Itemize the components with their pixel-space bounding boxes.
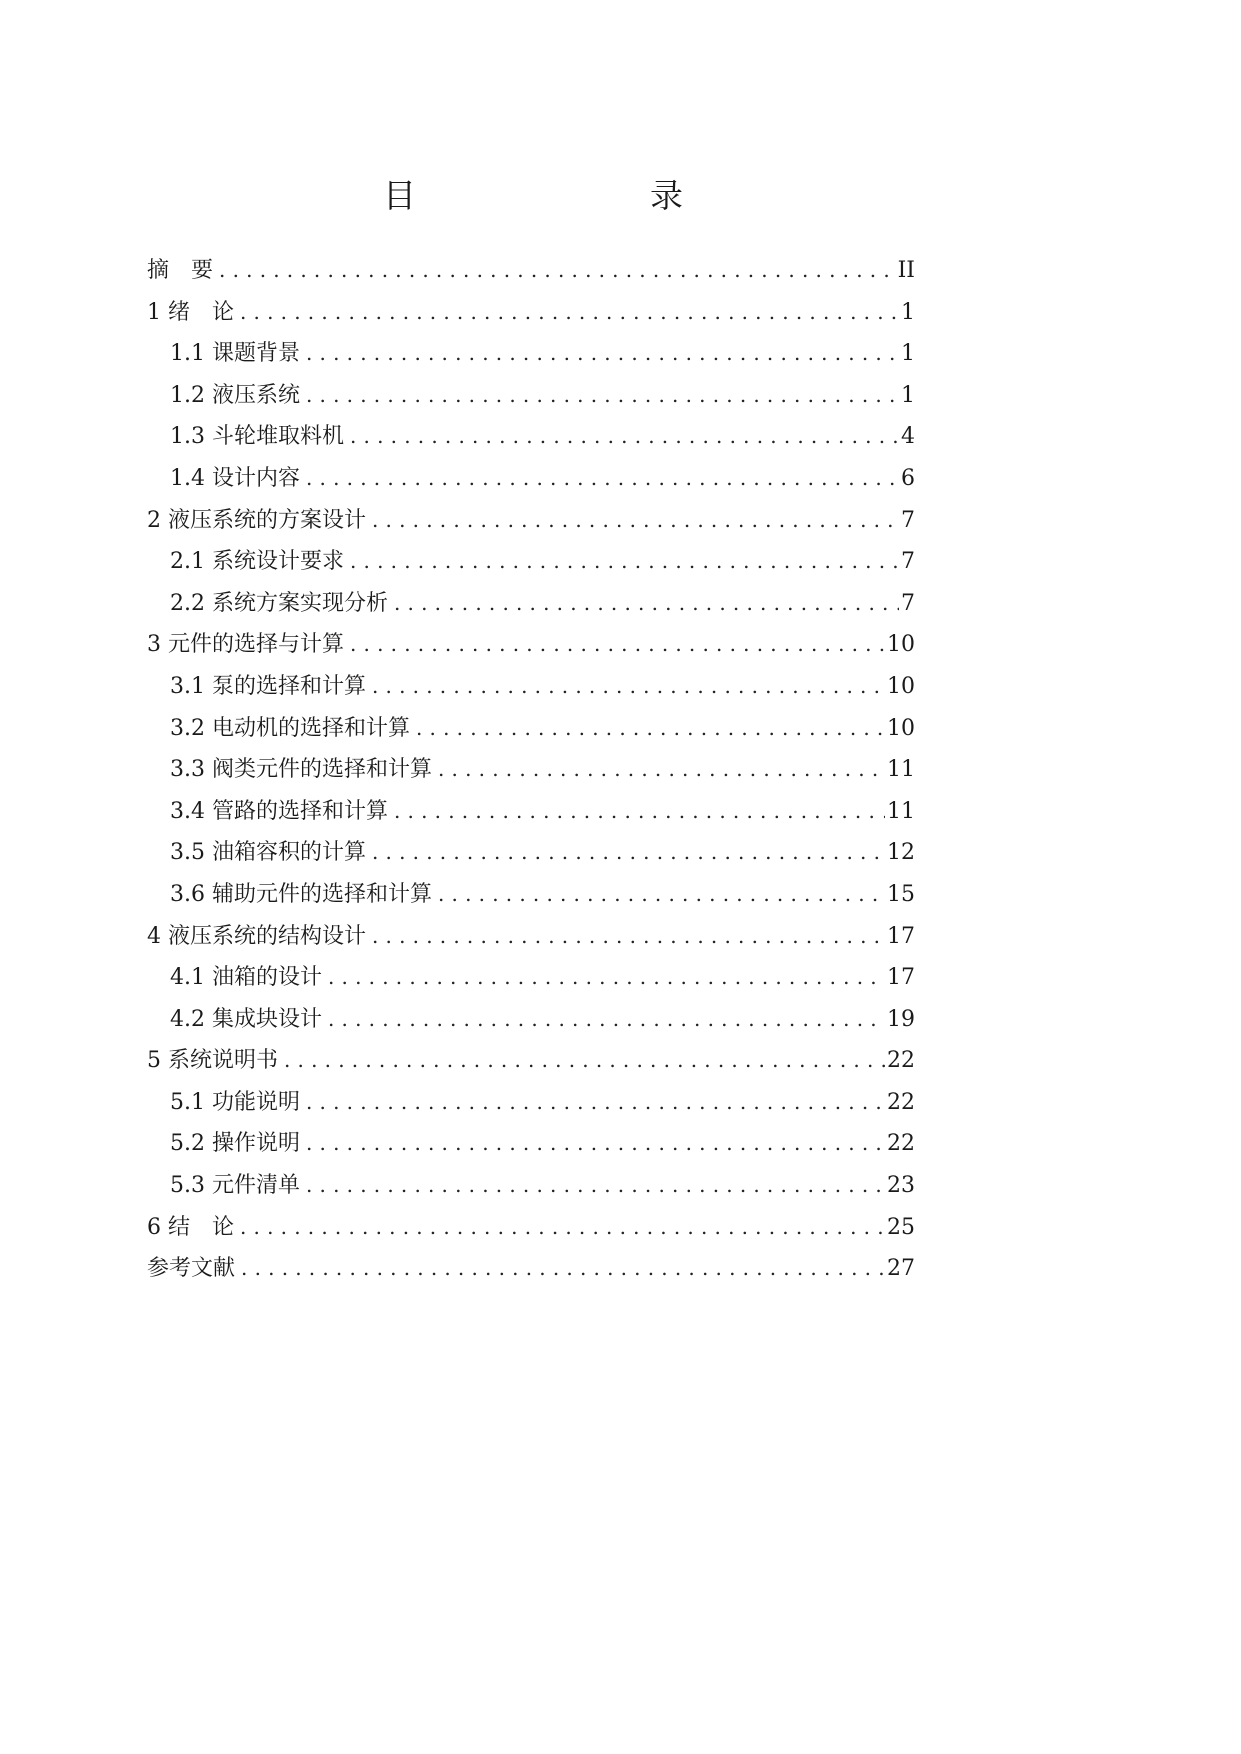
toc-entry-label: 3.6 辅助元件的选择和计算 [170,881,432,907]
dot-leader [240,292,899,334]
toc-entry-label: 1.2 液压系统 [170,382,300,408]
toc-entry[interactable] [147,416,915,458]
toc-entry-label: 3.2 电动机的选择和计算 [170,715,410,741]
toc-entry[interactable] [147,749,915,791]
dot-leader [372,832,885,874]
toc-page-number: 25 [887,1214,915,1240]
toc-page-number: 7 [901,507,915,533]
toc-entry[interactable] [147,832,915,874]
dot-leader [394,791,885,833]
toc-entry[interactable] [147,292,915,334]
toc-entry-label: 2 液压系统的方案设计 [147,507,366,533]
dot-leader [306,1123,885,1165]
dot-leader [372,916,885,958]
toc-page-number: 19 [887,1006,915,1032]
toc-entry[interactable] [147,333,915,375]
dot-leader [306,1165,885,1207]
toc-page-number: 1 [901,382,915,408]
toc-page-number: 12 [887,840,915,866]
toc-entry[interactable] [147,1040,915,1082]
toc-entry-label: 5.1 功能说明 [170,1089,300,1115]
toc-page-number: 1 [901,341,915,367]
toc-page-number: 10 [887,715,915,741]
toc-page-number: II [897,258,915,283]
toc-entry-label: 1.4 设计内容 [170,465,300,491]
toc-entry[interactable] [147,1123,915,1165]
toc-entry[interactable] [147,874,915,916]
dot-leader [241,1248,885,1290]
toc-page-number: 11 [887,757,915,783]
toc-entry[interactable] [147,250,915,292]
toc-entry-label: 6 结 论 [147,1214,234,1240]
toc-page-number: 22 [887,1089,915,1115]
toc-entry[interactable] [147,458,915,500]
toc-page-number: 15 [887,881,915,907]
toc-entry[interactable] [147,583,915,625]
toc-entry[interactable] [147,1207,915,1249]
toc-entry[interactable] [147,1082,915,1124]
table-of-contents [147,250,915,1290]
toc-entry-label: 4.1 油箱的设计 [170,965,322,991]
dot-leader [219,250,896,292]
toc-entry-label: 1 绪 论 [147,299,234,325]
dot-leader [306,375,899,417]
dot-leader [306,1082,885,1124]
toc-entry[interactable] [147,666,915,708]
toc-page-number: 6 [901,465,915,491]
toc-page-number: 4 [901,424,915,450]
toc-page-number: 7 [901,590,915,616]
toc-entry-label: 2.1 系统设计要求 [170,549,344,575]
dot-leader [284,1040,885,1082]
toc-entry-label: 5.3 元件清单 [170,1173,300,1199]
toc-entry[interactable] [147,916,915,958]
toc-entry-label: 摘 要 [147,258,214,283]
dot-leader [328,957,885,999]
page-title: 目 录 [383,176,739,215]
toc-entry-label: 4 液压系统的结构设计 [147,923,366,949]
dot-leader [306,333,899,375]
toc-entry[interactable] [147,708,915,750]
toc-page-number: 17 [887,965,915,991]
dot-leader [240,1207,885,1249]
toc-entry-label: 3.1 泵的选择和计算 [170,673,366,699]
dot-leader [372,666,885,708]
toc-page-number: 10 [887,673,915,699]
toc-entry[interactable] [147,999,915,1041]
toc-entry[interactable] [147,791,915,833]
dot-leader [438,874,885,916]
toc-entry-label: 2.2 系统方案实现分析 [170,590,388,616]
dot-leader [306,458,899,500]
toc-entry[interactable] [147,500,915,542]
dot-leader [328,999,885,1041]
toc-entry-label: 1.1 课题背景 [170,341,300,367]
toc-entry-label: 3.5 油箱容积的计算 [170,840,366,866]
toc-page-number: 7 [901,549,915,575]
toc-entry-label: 3 元件的选择与计算 [147,632,344,658]
dot-leader [394,583,899,625]
toc-page-number: 17 [887,923,915,949]
toc-page-number: 23 [887,1173,915,1199]
toc-entry[interactable] [147,375,915,417]
toc-page-number: 1 [901,299,915,325]
toc-entry[interactable] [147,957,915,999]
toc-page-number: 22 [887,1048,915,1074]
toc-page-number: 11 [887,798,915,824]
toc-entry-label: 参考文献 [147,1256,236,1282]
toc-page-number: 27 [887,1256,915,1282]
dot-leader [438,749,885,791]
dot-leader [416,708,885,750]
toc-entry[interactable] [147,541,915,583]
toc-entry[interactable] [147,1165,915,1207]
dot-leader [350,541,899,583]
dot-leader [350,624,885,666]
toc-entry-label: 5 系统说明书 [147,1048,278,1074]
toc-entry-label: 5.2 操作说明 [170,1131,300,1157]
toc-page-number: 10 [887,632,915,658]
toc-entry-label: 1.3 斗轮堆取料机 [170,424,344,450]
toc-entry[interactable] [147,624,915,666]
toc-entry-label: 3.4 管路的选择和计算 [170,798,388,824]
toc-entry-label: 3.3 阀类元件的选择和计算 [170,757,432,783]
dot-leader [372,500,899,542]
toc-entry-label: 4.2 集成块设计 [170,1006,322,1032]
toc-entry[interactable] [147,1248,915,1290]
toc-page-number: 22 [887,1131,915,1157]
dot-leader [350,416,899,458]
